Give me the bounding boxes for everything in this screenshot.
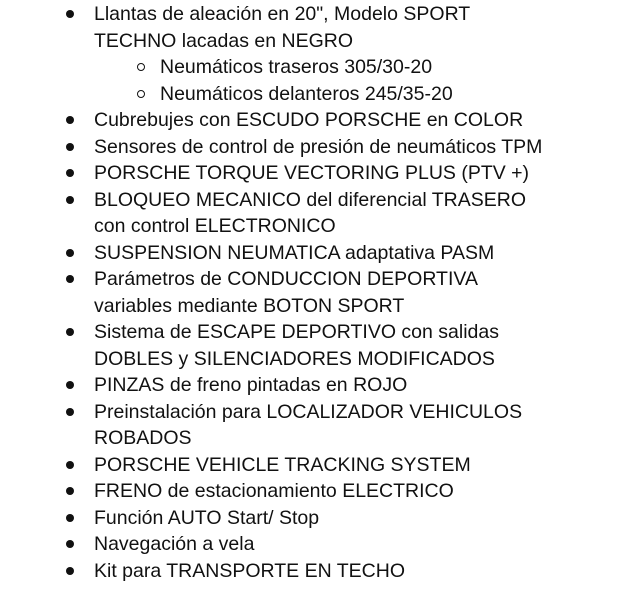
list-item — [0, 372, 620, 399]
sub-item-text: Neumáticos traseros 305/30-20 — [160, 56, 433, 78]
item-line: Cubrebujes con ESCUDO PORSCHE en COLOR — [94, 109, 524, 131]
item-line: variables mediante BOTON SPORT — [94, 294, 405, 317]
bullet-disc-icon — [66, 10, 74, 18]
item-line: DOBLES y SILENCIADORES MODIFICADOS — [94, 347, 495, 370]
item-line: PORSCHE TORQUE VECTORING PLUS (PTV +) — [94, 162, 530, 184]
item-line: BLOQUEO MECANICO del diferencial TRASERO — [94, 188, 527, 211]
list-item — [0, 452, 620, 479]
item-line: Navegación a vela — [94, 533, 255, 555]
bullet-disc-icon — [66, 461, 74, 469]
item-line: Preinstalación para LOCALIZADOR VEHICULOS — [94, 400, 523, 423]
list-item — [0, 240, 620, 267]
bullet-circle-icon — [137, 63, 145, 71]
feature-list — [0, 1, 620, 584]
sub-list-item — [94, 81, 620, 108]
bullet-disc-icon — [66, 275, 74, 283]
sub-list-item — [94, 54, 620, 81]
item-line: Parámetros de CONDUCCION DEPORTIVA — [94, 268, 478, 290]
item-line: TECHNO lacadas en NEGRO — [94, 29, 353, 52]
item-line: Función AUTO Start/ Stop — [94, 506, 320, 529]
list-item — [0, 478, 620, 505]
sub-item-text: Neumáticos delanteros 245/35-20 — [160, 82, 453, 105]
bullet-disc-icon — [66, 567, 74, 575]
bullet-circle-icon — [137, 90, 145, 98]
list-item — [0, 531, 620, 558]
bullet-disc-icon — [66, 381, 74, 389]
item-line: PINZAS de freno pintadas en ROJO — [94, 374, 408, 396]
item-line: FRENO de estacionamiento ELECTRICO — [94, 480, 454, 502]
item-line: PORSCHE VEHICLE TRACKING SYSTEM — [94, 453, 471, 476]
item-line: Sensores de control de presión de neumáticos TPM — [94, 135, 543, 158]
item-line: SUSPENSION NEUMATICA adaptativa PASM — [94, 241, 495, 264]
list-item — [0, 187, 620, 240]
list-item — [0, 160, 620, 187]
item-line: Sistema de ESCAPE DEPORTIVO con salidas — [94, 321, 499, 343]
sub-list — [94, 54, 620, 107]
list-item — [0, 266, 620, 319]
item-line: Llantas de aleación en 20", Modelo SPORT — [94, 3, 471, 25]
bullet-disc-icon — [66, 487, 74, 495]
list-item — [0, 107, 620, 134]
bullet-disc-icon — [66, 196, 74, 204]
bullet-disc-icon — [66, 169, 74, 177]
list-item — [0, 1, 620, 107]
list-item — [0, 134, 620, 161]
bullet-disc-icon — [66, 328, 74, 336]
item-line: ROBADOS — [94, 427, 192, 449]
list-item — [0, 505, 620, 532]
list-item — [0, 319, 620, 372]
bullet-disc-icon — [66, 143, 74, 151]
bullet-disc-icon — [66, 249, 74, 257]
list-item — [0, 558, 620, 585]
item-line: con control ELECTRONICO — [94, 215, 336, 237]
bullet-disc-icon — [66, 116, 74, 124]
bullet-disc-icon — [66, 540, 74, 548]
bullet-disc-icon — [66, 408, 74, 416]
list-item — [0, 399, 620, 452]
bullet-disc-icon — [66, 514, 74, 522]
item-line: Kit para TRANSPORTE EN TECHO — [94, 559, 406, 582]
